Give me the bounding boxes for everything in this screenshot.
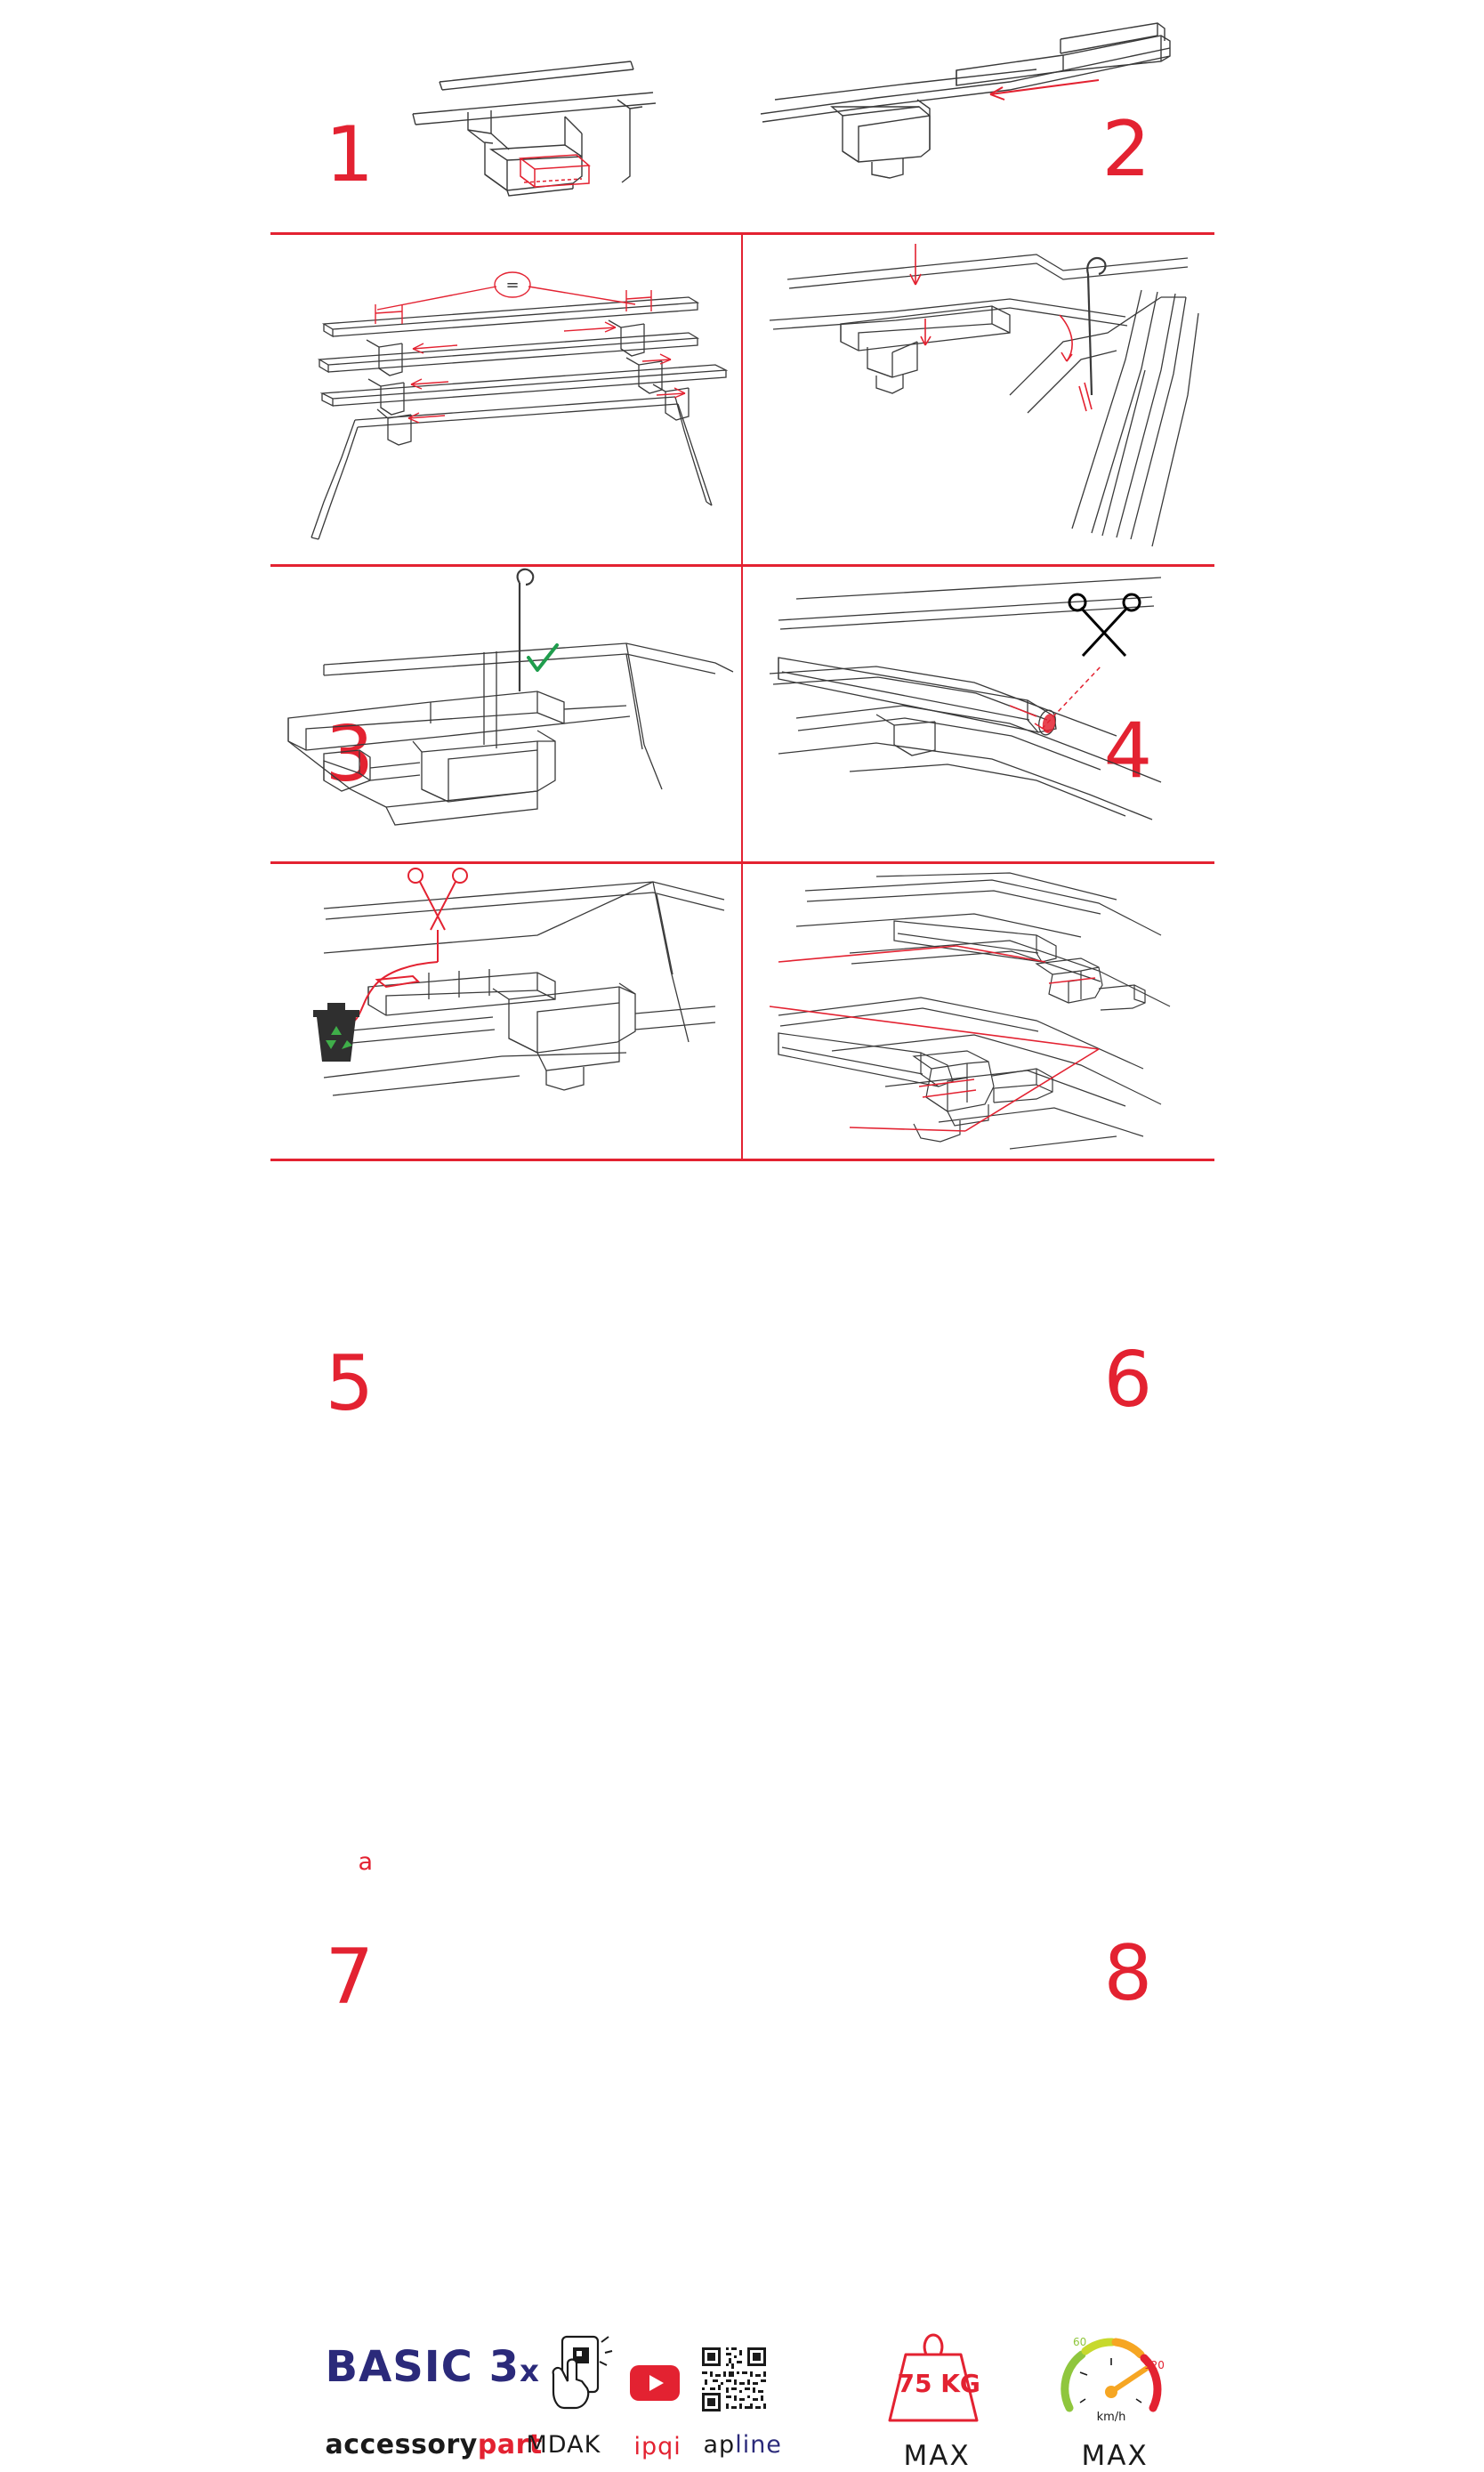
speed-max-label: MAX bbox=[1081, 2440, 1149, 2472]
product-name-text: BASIC 3 bbox=[325, 2342, 520, 2392]
equals-symbol: = bbox=[504, 276, 520, 295]
weight-max-label: MAX bbox=[903, 2440, 971, 2472]
qr-code bbox=[702, 2347, 766, 2411]
step-number-2: 2 bbox=[1101, 105, 1149, 194]
mdak-logo bbox=[527, 2431, 601, 2459]
speedometer-icon bbox=[1053, 2328, 1169, 2428]
mdak-logo-text: MDAK bbox=[526, 2431, 601, 2459]
step-5-illustration bbox=[270, 567, 741, 861]
apline-logo-prefix: ap bbox=[703, 2431, 736, 2459]
step-panel-5 bbox=[270, 567, 741, 1428]
product-name bbox=[326, 2342, 540, 2392]
ipqi-logo-text: ipqi bbox=[633, 2433, 682, 2460]
step-number-5: 5 bbox=[325, 1339, 373, 1428]
step-panel-3 bbox=[270, 235, 741, 799]
step-panel-8 bbox=[743, 864, 1214, 2018]
step-number-4: 4 bbox=[1103, 707, 1151, 796]
step-7-illustration bbox=[270, 864, 741, 1159]
step-number-7: 7 bbox=[325, 1933, 373, 2022]
youtube-icon[interactable] bbox=[630, 2365, 680, 2401]
step-6-illustration bbox=[743, 567, 1214, 861]
step-panel-4 bbox=[743, 235, 1214, 796]
apline-logo-suffix: line bbox=[735, 2431, 782, 2459]
step-number-1: 1 bbox=[325, 110, 373, 199]
brand-logo bbox=[326, 2429, 543, 2460]
weight-value: 75 KG bbox=[897, 2369, 980, 2398]
svg-text:120: 120 bbox=[1143, 2359, 1165, 2371]
qr-scan-hand-icon bbox=[546, 2333, 616, 2413]
step-number-6: 6 bbox=[1103, 1336, 1151, 1425]
label-a-step-7: a bbox=[358, 1848, 374, 1876]
brand-primary-text: accessory bbox=[325, 2429, 478, 2460]
ipqi-logo bbox=[634, 2433, 682, 2460]
step-panel-1 bbox=[270, 0, 741, 232]
step-3-illustration bbox=[270, 235, 741, 564]
recycle-bin-icon bbox=[313, 1003, 359, 1062]
svg-text:km/h: km/h bbox=[1096, 2411, 1125, 2424]
apline-logo bbox=[704, 2431, 782, 2459]
step-number-3: 3 bbox=[325, 710, 373, 799]
step-panel-6 bbox=[743, 567, 1214, 1425]
svg-text:60: 60 bbox=[1072, 2336, 1086, 2348]
step-8-illustration bbox=[743, 864, 1214, 1159]
step-number-8: 8 bbox=[1103, 1929, 1151, 2018]
step-panel-2 bbox=[743, 0, 1214, 232]
instruction-sheet bbox=[270, 0, 1214, 2472]
product-name-suffix: x bbox=[520, 2354, 540, 2389]
step-panel-7 bbox=[270, 864, 741, 2022]
divider-row-4 bbox=[270, 1159, 1214, 1161]
footer bbox=[270, 1166, 1214, 2472]
step-4-illustration bbox=[743, 235, 1214, 564]
brand-secondary-text: part bbox=[477, 2429, 543, 2460]
